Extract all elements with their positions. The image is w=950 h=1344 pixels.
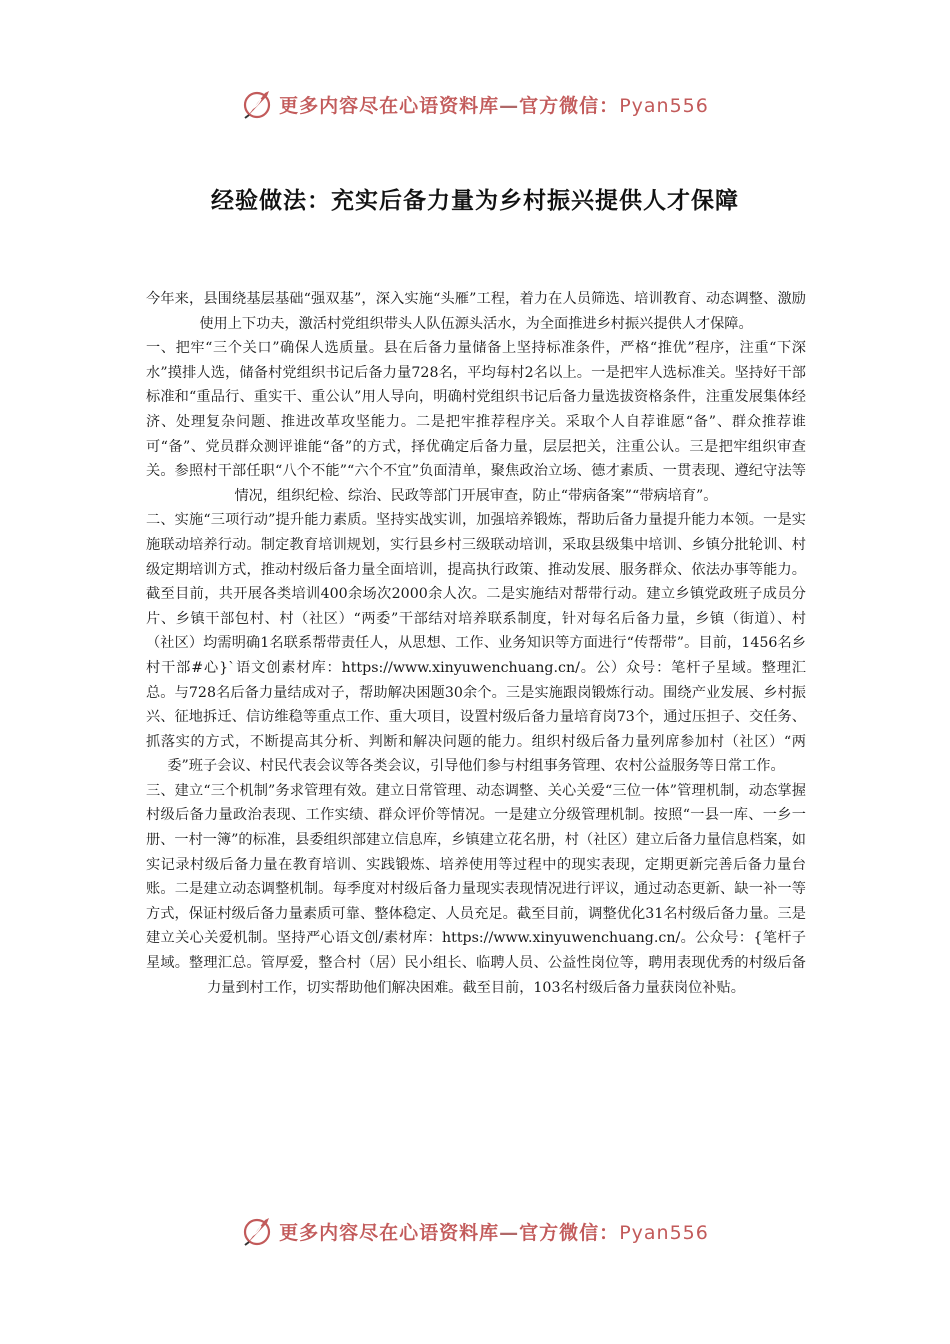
paragraph-intro: 今年来，县围绕基层基础“强双基”，深入实施“头雁”工程，着力在人员筛选、培训教育、动态调整、激励使用上下功夫，激活村党组织带头人队伍源头活水，为全面推进乡村振兴提供人才保障。	[146, 291, 806, 332]
banner-text	[279, 91, 709, 118]
document-title: 经验做法：充实后备力量为乡村振兴提供人才保障	[211, 188, 739, 214]
banner-wechat-id: Pyan556	[619, 1221, 709, 1244]
banner-wechat-label: 官方微信：	[519, 94, 620, 117]
paragraph-section-1: 一、把牢“三个关口”确保人选质量。县在后备力量储备上坚持标准条件，严格“推优”程序，注重“下深水”摸排人选，储备村党组织书记后备力量728名，平均每村2名以上。一是把牢人选标准关。坚持好干部标准和“重品行、重实干、重公认”用人导向，明确村党组织书记后备力量选拔资格条件，注重发展集体经济、处理复杂问题、推进改革攻坚能力。二是把牢推荐程序关。采取个人自荐谁愿“备”、群众推荐谁可“备”、党员群众测评谁能“备”的方式，择优确定后备力量，层层把关，注重公认。三是把牢组织审查关。参照村干部任职“八个不能”“六个不宜”负面清单，聚焦政治立场、德才素质、一贯表现、遵纪守法等情况，组织纪检、综治、民政等部门开展审查，防止“带病备案”“带病培育”。	[146, 340, 806, 504]
banner-separator: —	[499, 94, 520, 117]
footer-banner	[0, 1211, 950, 1251]
banner-slogan: 更多内容尽在心语资料库	[279, 1221, 500, 1244]
banner-wechat-id: Pyan556	[619, 94, 709, 117]
banner-text	[279, 1218, 709, 1245]
paragraph-section-3: 三、建立“三个机制”务求管理有效。建立日常管理、动态调整、关心关爱“三位一体”管理机制，动态掌握村级后备力量政治表现、工作实绩、群众评价等情况。一是建立分级管理机制。按照“一县一库、一乡一册、一村一簿”的标准，县委组织部建立信息库，乡镇建立花名册，村（社区）建立后备力量信息档案，如实记录村级后备力量在教育培训、实践锻炼、培养使用等过程中的现实表现，定期更新完善后备力量台账。二是建立动态调整机制。每季度对村级后备力量现实表现情况进行评议，通过动态更新、缺一补一等方式，保证村级后备力量素质可靠、整体稳定、人员充足。截至目前，调整优化31名村级后备力量。三是建立关心关爱机制。坚持严心语文创/素材库：https://www.xinyuwenchuang.cn/。公众号：{笔杆子星域。整理汇总。管厚爱，整合村（居）民小组长、临聘人员、公益性岗位等，聘用表现优秀的村级后备力量到村工作，切实帮助他们解决困难。截至目前，103名村级后备力量获岗位补贴。	[146, 782, 806, 996]
paragraph-section-2: 二、实施“三项行动”提升能力素质。坚持实战实训，加强培养锻炼，帮助后备力量提升能力本领。一是实施联动培养行动。制定教育培训规划，实行县乡村三级联动培训，采取县级集中培训、乡镇分批轮训、村级定期培训方式，推动村级后备力量全面培训，提高执行政策、推动发展、服务群众、依法办事等能力。截至目前，共开展各类培训400余场次2000余人次。二是实施结对帮带行动。建立乡镇党政班子成员分片、乡镇干部包村、村（社区）“两委”干部结对培养联系制度，针对每名后备力量，乡镇（街道）、村（社区）均需明确1名联系帮带责任人，从思想、工作、业务知识等方面进行“传帮带”。目前，1456名乡村干部#心}`语文创素材库：https://www.xinyuwenchuang.cn/。公）众号：笔杆子星域。整理汇总。与728名后备力量结成对子，帮助解决困题30余个。三是实施跟岗锻炼行动。围绕产业发展、乡村振兴、征地拆迁、信访维稳等重点工作、重大项目，设置村级后备力量培育岗73个，通过压担子、交任务、抓落实的方式，不断提高其分析、判断和解决问题的能力。组织村级后备力量列席参加村（社区）“两委”班子会议、村民代表会议等各类会议，引导他们参与村组事务管理、农村公益服务等日常工作。	[146, 512, 806, 775]
banner-wechat-label: 官方微信：	[519, 1221, 620, 1244]
quill-logo-icon	[241, 1214, 275, 1248]
banner-slogan: 更多内容尽在心语资料库	[279, 94, 500, 117]
header-banner	[0, 84, 950, 124]
quill-logo-icon	[241, 87, 275, 121]
banner-separator: —	[499, 1221, 520, 1244]
document-body	[146, 287, 806, 1000]
